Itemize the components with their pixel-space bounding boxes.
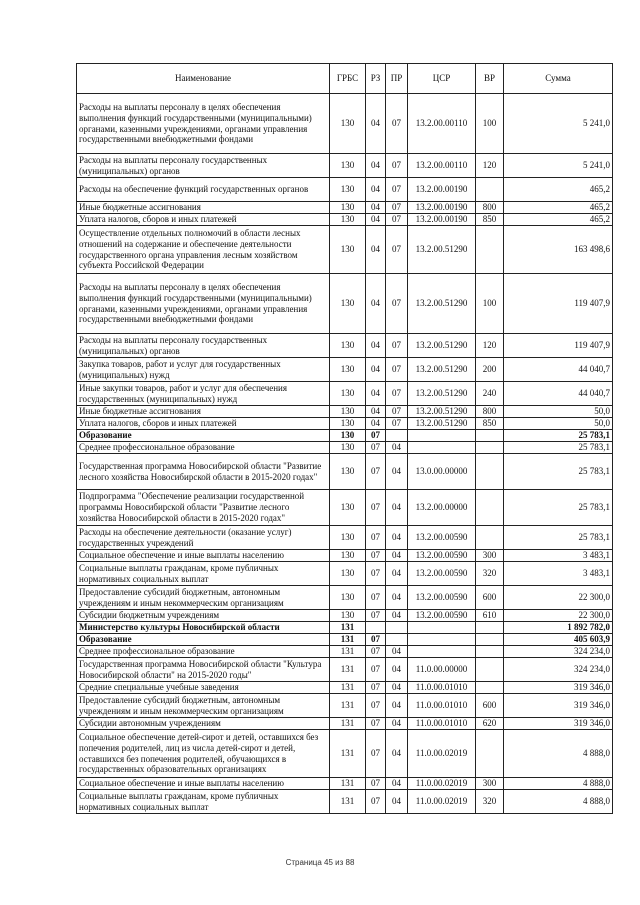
cell-pr: 07	[386, 202, 408, 214]
cell-grbs: 130	[330, 586, 366, 610]
table-row	[77, 94, 613, 154]
table-row	[77, 610, 613, 622]
cell-name: Иные закупки товаров, работ и услуг для обеспечения государственных (муниципальных) нужд	[77, 382, 330, 406]
cell-csr: 13.2.00.51290	[408, 358, 476, 382]
cell-rz: 07	[366, 694, 386, 718]
cell-rz: 07	[366, 718, 386, 730]
cell-name: Осуществление отдельных полномочий в области лесных отношений на содержание и обеспечение деятельности государственного органа управления лесным хозяйством субъекта Российской Федерации	[77, 226, 330, 274]
cell-name: Предоставление субсидий бюджетным, автономным учреждениям и иным некоммерческим организациям	[77, 694, 330, 718]
cell-grbs: 131	[330, 622, 366, 634]
cell-rz: 04	[366, 178, 386, 202]
cell-pr: 04	[386, 526, 408, 550]
cell-vr: 100	[476, 94, 504, 154]
cell-grbs: 130	[330, 178, 366, 202]
cell-pr: 04	[386, 694, 408, 718]
cell-pr: 07	[386, 382, 408, 406]
cell-grbs: 130	[330, 214, 366, 226]
cell-vr: 120	[476, 154, 504, 178]
cell-vr	[476, 682, 504, 694]
table-row	[77, 622, 613, 634]
cell-sum: 22 300,0	[504, 610, 613, 622]
cell-csr	[408, 646, 476, 658]
cell-sum: 44 040,7	[504, 358, 613, 382]
table-row	[77, 226, 613, 274]
cell-pr: 04	[386, 646, 408, 658]
cell-vr	[476, 178, 504, 202]
cell-csr: 13.2.00.51290	[408, 334, 476, 358]
cell-pr: 07	[386, 358, 408, 382]
cell-sum: 25 783,1	[504, 430, 613, 442]
cell-csr	[408, 622, 476, 634]
cell-grbs: 131	[330, 646, 366, 658]
cell-grbs: 130	[330, 358, 366, 382]
cell-rz: 07	[366, 790, 386, 814]
table-row	[77, 718, 613, 730]
cell-rz: 04	[366, 154, 386, 178]
table-row	[77, 454, 613, 490]
table-row	[77, 694, 613, 718]
cell-sum: 319 346,0	[504, 682, 613, 694]
cell-name: Государственная программа Новосибирской области "Культура Новосибирской области" на 2015-2020 годы"	[77, 658, 330, 682]
cell-csr: 11.0.00.00000	[408, 658, 476, 682]
cell-vr: 320	[476, 562, 504, 586]
cell-pr: 04	[386, 790, 408, 814]
cell-csr: 13.2.00.00590	[408, 550, 476, 562]
cell-sum: 5 241,0	[504, 94, 613, 154]
cell-rz: 04	[366, 334, 386, 358]
cell-csr: 13.2.00.51290	[408, 418, 476, 430]
table-row	[77, 274, 613, 334]
header-pr: ПР	[386, 64, 408, 94]
cell-rz: 07	[366, 646, 386, 658]
cell-pr: 07	[386, 178, 408, 202]
cell-grbs: 131	[330, 718, 366, 730]
cell-vr	[476, 646, 504, 658]
cell-vr: 120	[476, 334, 504, 358]
cell-name: Расходы на обеспечение функций государственных органов	[77, 178, 330, 202]
cell-pr: 04	[386, 562, 408, 586]
cell-vr: 240	[476, 382, 504, 406]
header-vr: ВР	[476, 64, 504, 94]
cell-grbs: 130	[330, 406, 366, 418]
cell-csr: 13.2.00.00190	[408, 178, 476, 202]
cell-csr: 13.2.00.00110	[408, 94, 476, 154]
table-row	[77, 778, 613, 790]
cell-name: Уплата налогов, сборов и иных платежей	[77, 214, 330, 226]
budget-table	[76, 63, 613, 814]
table-row	[77, 430, 613, 442]
table-row	[77, 178, 613, 202]
cell-vr: 800	[476, 202, 504, 214]
cell-pr: 04	[386, 586, 408, 610]
cell-csr: 11.0.00.02019	[408, 778, 476, 790]
table-row	[77, 406, 613, 418]
table-row	[77, 562, 613, 586]
table-row	[77, 442, 613, 454]
cell-sum: 465,2	[504, 214, 613, 226]
cell-rz: 07	[366, 454, 386, 490]
cell-csr	[408, 442, 476, 454]
header-sum: Сумма	[504, 64, 613, 94]
cell-sum: 3 483,1	[504, 562, 613, 586]
cell-sum: 25 783,1	[504, 490, 613, 526]
cell-sum: 324 234,0	[504, 658, 613, 682]
cell-rz: 04	[366, 358, 386, 382]
cell-vr	[476, 226, 504, 274]
cell-rz: 07	[366, 682, 386, 694]
cell-rz: 07	[366, 430, 386, 442]
cell-name: Предоставление субсидий бюджетным, автономным учреждениям и иным некоммерческим организациям	[77, 586, 330, 610]
table-row	[77, 550, 613, 562]
cell-pr: 04	[386, 550, 408, 562]
cell-sum: 5 241,0	[504, 154, 613, 178]
cell-name: Социальное обеспечение и иные выплаты населению	[77, 778, 330, 790]
cell-rz: 07	[366, 550, 386, 562]
table-row	[77, 334, 613, 358]
cell-pr: 04	[386, 778, 408, 790]
cell-grbs: 131	[330, 778, 366, 790]
cell-name: Закупка товаров, работ и услуг для государственных (муниципальных) нужд	[77, 358, 330, 382]
cell-name: Образование	[77, 634, 330, 646]
cell-csr: 13.2.00.51290	[408, 406, 476, 418]
cell-csr: 11.0.00.01010	[408, 718, 476, 730]
cell-csr	[408, 430, 476, 442]
table-row	[77, 382, 613, 406]
cell-grbs: 130	[330, 562, 366, 586]
cell-pr	[386, 622, 408, 634]
table-row	[77, 418, 613, 430]
cell-name: Средние специальные учебные заведения	[77, 682, 330, 694]
cell-csr: 13.2.00.51290	[408, 226, 476, 274]
cell-rz: 07	[366, 730, 386, 778]
cell-csr: 13.2.00.00110	[408, 154, 476, 178]
cell-grbs: 130	[330, 454, 366, 490]
cell-sum: 4 888,0	[504, 790, 613, 814]
cell-pr: 04	[386, 454, 408, 490]
table-row	[77, 646, 613, 658]
cell-name: Расходы на выплаты персоналу в целях обеспечения выполнения функций государственными (муниципальными) органами, казенными учреждениями, органами управления государственными внебюджетными фондами	[77, 274, 330, 334]
cell-grbs: 130	[330, 550, 366, 562]
cell-grbs: 130	[330, 430, 366, 442]
cell-pr: 04	[386, 718, 408, 730]
cell-rz: 07	[366, 562, 386, 586]
cell-grbs: 130	[330, 274, 366, 334]
cell-grbs: 130	[330, 526, 366, 550]
cell-grbs: 130	[330, 490, 366, 526]
cell-csr: 13.0.00.00000	[408, 454, 476, 490]
cell-vr	[476, 430, 504, 442]
cell-csr: 13.2.00.00000	[408, 490, 476, 526]
table-row	[77, 358, 613, 382]
table-row	[77, 658, 613, 682]
cell-sum: 25 783,1	[504, 442, 613, 454]
table-row	[77, 154, 613, 178]
cell-grbs: 130	[330, 202, 366, 214]
cell-pr: 04	[386, 610, 408, 622]
cell-sum: 163 498,6	[504, 226, 613, 274]
cell-pr: 07	[386, 274, 408, 334]
cell-vr	[476, 442, 504, 454]
cell-rz: 07	[366, 586, 386, 610]
cell-vr	[476, 730, 504, 778]
cell-rz: 07	[366, 490, 386, 526]
cell-pr: 07	[386, 334, 408, 358]
cell-sum: 50,0	[504, 418, 613, 430]
cell-rz: 04	[366, 406, 386, 418]
cell-grbs: 131	[330, 682, 366, 694]
cell-sum: 44 040,7	[504, 382, 613, 406]
cell-pr: 07	[386, 214, 408, 226]
cell-rz: 04	[366, 214, 386, 226]
cell-vr: 800	[476, 406, 504, 418]
cell-vr: 320	[476, 790, 504, 814]
cell-csr: 11.0.00.02019	[408, 790, 476, 814]
cell-sum: 119 407,9	[504, 274, 613, 334]
cell-csr: 13.2.00.00190	[408, 214, 476, 226]
cell-sum: 465,2	[504, 178, 613, 202]
cell-csr: 11.0.00.01010	[408, 682, 476, 694]
cell-name: Государственная программа Новосибирской области "Развитие лесного хозяйства Новосибирской области в 2015-2020 годах"	[77, 454, 330, 490]
cell-csr	[408, 634, 476, 646]
cell-name: Образование	[77, 430, 330, 442]
table-row	[77, 490, 613, 526]
table-row	[77, 526, 613, 550]
cell-rz: 07	[366, 778, 386, 790]
cell-csr: 13.2.00.00590	[408, 586, 476, 610]
cell-pr: 04	[386, 730, 408, 778]
cell-sum: 324 234,0	[504, 646, 613, 658]
cell-sum: 25 783,1	[504, 526, 613, 550]
cell-csr: 13.2.00.00190	[408, 202, 476, 214]
cell-rz: 04	[366, 274, 386, 334]
cell-rz: 07	[366, 442, 386, 454]
cell-grbs: 130	[330, 226, 366, 274]
cell-csr: 13.2.00.00590	[408, 562, 476, 586]
page-number: Страница 45 из 88	[285, 858, 355, 867]
cell-vr: 850	[476, 214, 504, 226]
cell-sum: 4 888,0	[504, 730, 613, 778]
cell-pr: 04	[386, 658, 408, 682]
cell-grbs: 130	[330, 334, 366, 358]
cell-csr: 13.2.00.51290	[408, 382, 476, 406]
cell-vr: 850	[476, 418, 504, 430]
cell-csr: 13.2.00.00590	[408, 526, 476, 550]
cell-vr: 200	[476, 358, 504, 382]
cell-vr: 300	[476, 778, 504, 790]
cell-sum: 1 892 782,0	[504, 622, 613, 634]
cell-grbs: 130	[330, 442, 366, 454]
cell-grbs: 130	[330, 382, 366, 406]
header-rz: РЗ	[366, 64, 386, 94]
header-name: Наименование	[77, 64, 330, 94]
cell-name: Расходы на выплаты персоналу государственных (муниципальных) органов	[77, 154, 330, 178]
cell-name: Социальные выплаты гражданам, кроме публичных нормативных социальных выплат	[77, 790, 330, 814]
cell-sum: 119 407,9	[504, 334, 613, 358]
cell-pr: 07	[386, 154, 408, 178]
cell-name: Иные бюджетные ассигнования	[77, 406, 330, 418]
cell-name: Министерство культуры Новосибирской области	[77, 622, 330, 634]
cell-name: Иные бюджетные ассигнования	[77, 202, 330, 214]
cell-name: Расходы на выплаты персоналу в целях обеспечения выполнения функций государственными (муниципальными) органами, казенными учреждениями, органами управления государственными внебюджетными фондами	[77, 94, 330, 154]
table-row	[77, 634, 613, 646]
cell-csr: 11.0.00.02019	[408, 730, 476, 778]
cell-sum: 405 603,9	[504, 634, 613, 646]
cell-pr: 07	[386, 94, 408, 154]
cell-vr	[476, 490, 504, 526]
cell-grbs: 130	[330, 418, 366, 430]
cell-vr: 600	[476, 694, 504, 718]
cell-vr	[476, 634, 504, 646]
table-header-row	[77, 64, 613, 94]
cell-sum: 319 346,0	[504, 694, 613, 718]
cell-grbs: 130	[330, 94, 366, 154]
cell-pr: 04	[386, 490, 408, 526]
cell-rz: 04	[366, 202, 386, 214]
cell-pr: 04	[386, 442, 408, 454]
cell-grbs: 131	[330, 658, 366, 682]
cell-name: Субсидии бюджетным учреждениям	[77, 610, 330, 622]
cell-name: Социальные выплаты гражданам, кроме публичных нормативных социальных выплат	[77, 562, 330, 586]
cell-name: Социальное обеспечение детей-сирот и детей, оставшихся без попечения родителей, лиц из числа детей-сирот и детей, оставшихся без попечения родителей, обучающихся в государственных образовательных организациях	[77, 730, 330, 778]
cell-csr: 13.2.00.51290	[408, 274, 476, 334]
cell-csr: 11.0.00.01010	[408, 694, 476, 718]
cell-rz: 07	[366, 610, 386, 622]
cell-rz: 04	[366, 382, 386, 406]
cell-sum: 3 483,1	[504, 550, 613, 562]
cell-rz: 04	[366, 226, 386, 274]
cell-vr: 100	[476, 274, 504, 334]
cell-sum: 465,2	[504, 202, 613, 214]
header-grbs: ГРБС	[330, 64, 366, 94]
table-body	[77, 94, 613, 814]
cell-pr	[386, 634, 408, 646]
cell-vr: 300	[476, 550, 504, 562]
table-row	[77, 790, 613, 814]
cell-name: Субсидии автономным учреждениям	[77, 718, 330, 730]
cell-pr: 07	[386, 418, 408, 430]
cell-pr: 07	[386, 226, 408, 274]
cell-name: Среднее профессиональное образование	[77, 442, 330, 454]
cell-pr: 04	[386, 682, 408, 694]
cell-vr	[476, 454, 504, 490]
cell-rz: 07	[366, 658, 386, 682]
cell-name: Подпрограмма "Обеспечение реализации государственной программы Новосибирской области "Развитие лесного хозяйства Новосибирской области в 2015-2020 годах"	[77, 490, 330, 526]
cell-vr: 610	[476, 610, 504, 622]
cell-vr	[476, 622, 504, 634]
table-row	[77, 214, 613, 226]
table-row	[77, 682, 613, 694]
cell-rz: 04	[366, 418, 386, 430]
cell-sum: 22 300,0	[504, 586, 613, 610]
cell-vr: 620	[476, 718, 504, 730]
header-csr: ЦСР	[408, 64, 476, 94]
cell-rz	[366, 622, 386, 634]
table-row	[77, 730, 613, 778]
cell-sum: 50,0	[504, 406, 613, 418]
cell-sum: 319 346,0	[504, 718, 613, 730]
cell-rz: 04	[366, 94, 386, 154]
cell-name: Социальное обеспечение и иные выплаты населению	[77, 550, 330, 562]
cell-pr	[386, 430, 408, 442]
table-row	[77, 586, 613, 610]
cell-vr: 600	[476, 586, 504, 610]
cell-rz: 07	[366, 634, 386, 646]
cell-grbs: 130	[330, 154, 366, 178]
cell-name: Расходы на выплаты персоналу государственных (муниципальных) органов	[77, 334, 330, 358]
cell-grbs: 131	[330, 730, 366, 778]
cell-pr: 07	[386, 406, 408, 418]
cell-grbs: 130	[330, 610, 366, 622]
cell-sum: 4 888,0	[504, 778, 613, 790]
cell-csr: 13.2.00.00590	[408, 610, 476, 622]
table-row	[77, 202, 613, 214]
cell-grbs: 131	[330, 790, 366, 814]
cell-rz: 07	[366, 526, 386, 550]
cell-grbs: 131	[330, 634, 366, 646]
cell-sum: 25 783,1	[504, 454, 613, 490]
cell-vr	[476, 526, 504, 550]
cell-vr	[476, 658, 504, 682]
cell-grbs: 131	[330, 694, 366, 718]
cell-name: Уплата налогов, сборов и иных платежей	[77, 418, 330, 430]
cell-name: Расходы на обеспечение деятельности (оказание услуг) государственных учреждений	[77, 526, 330, 550]
cell-name: Среднее профессиональное образование	[77, 646, 330, 658]
